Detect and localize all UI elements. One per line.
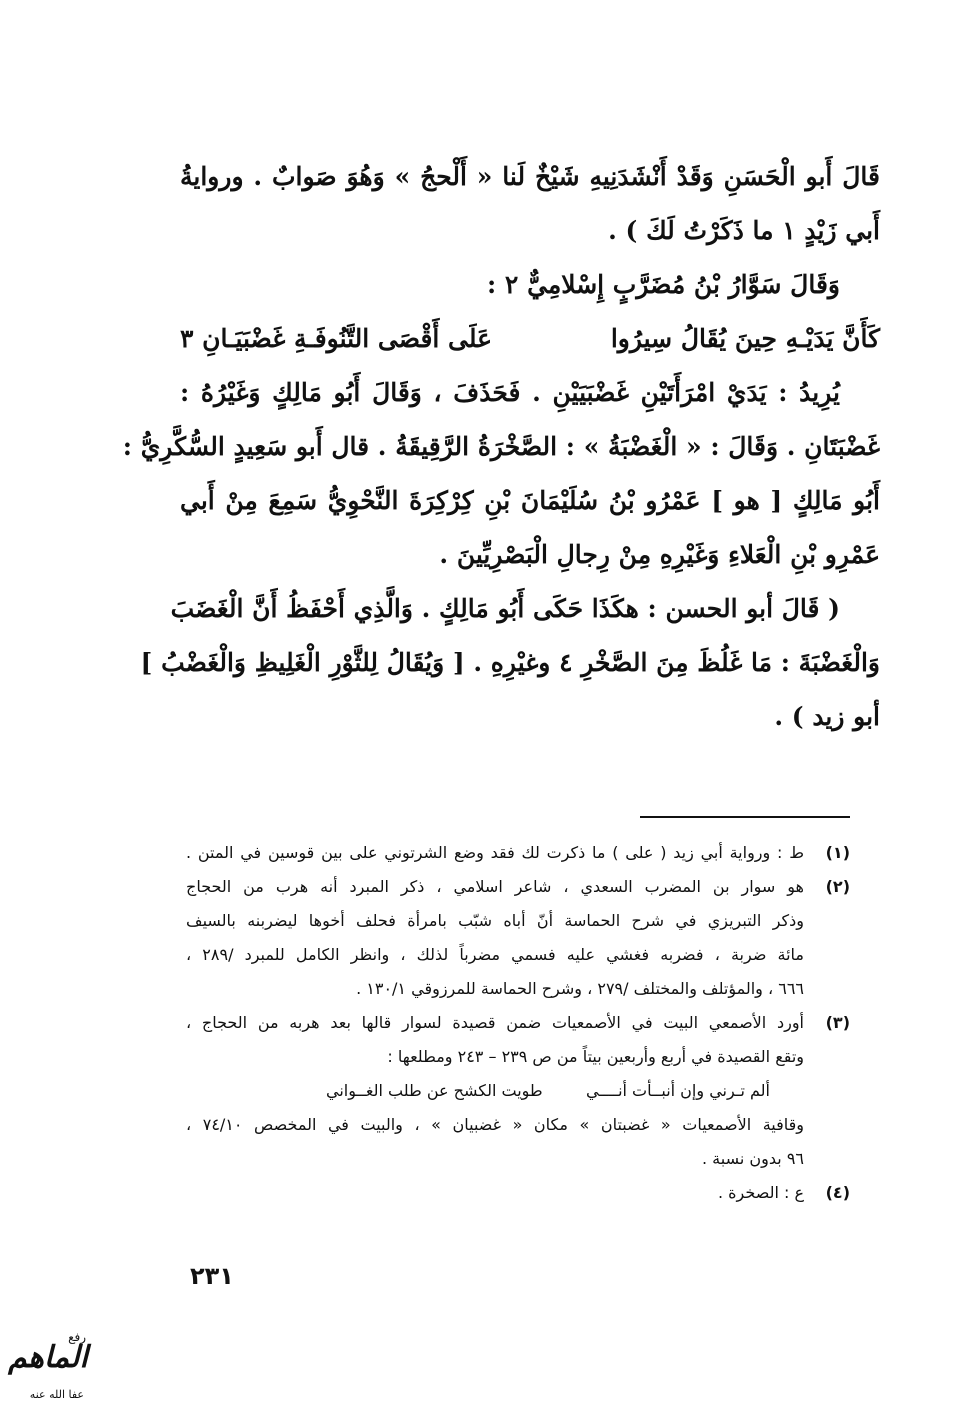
stamp-sub-text: عفا الله عنه [29,1388,84,1401]
text-line: وَالْغَضْبَةَ : مَا غَلُظَ مِنَ الصَّخْرِ ٤ وغيْرِهِ . [ وَيُقَالُ لِلثَّوْرِ الْغَلِيظِ وَالْغَضْبُ ] [140,648,880,677]
footnote-line: وتقع القصيدة في أربع وأربعين بيتاً من ص ٢٣٩ – ٢٤٣ ومطلعها : [387,1047,804,1066]
footnote-separator [640,816,850,818]
footnote-number: (١) [825,843,850,862]
footnote-line: ط : ورواية أبي زيد ( على ) ما ذكرت لك فقد وضع الشرتوني على بين قوسين في المتن . [186,843,804,862]
text-line: عَمْرِو بْنِ الْعَلاءِ وَغَيْرِهِ مِنْ رِجالِ الْبَصْرِيِّينَ . [439,540,880,569]
main-text [122,150,880,744]
footnote-2 [186,870,850,1006]
verse-second-half: عَلَى أَقْصَى التَّنُوفَـةِ غَضْبَيَـانِ ٣ [180,324,493,353]
text-line: وَقَالَ سَوَّارُ بْنُ مُضَرَّبٍ إِسْلامِيٌّ ٢ : [486,270,840,299]
footnote-line: ٩٦ بدون نسبة . [702,1149,804,1168]
text-line: ( قَالَ أبو الحسن : هكَذَا حَكَى أَبُو مَالِكٍ . وَالَّذِي أَحْفَظُ أَنَّ الْغَضَبَ [170,594,840,623]
footnote-verse [186,1074,804,1108]
verse-first-half: ألم تـرني وإن أنبــأت أنــــي [585,1081,770,1100]
footnote-line: هو سوار بن المضرب السعدي ، شاعر اسلامي ، ذكر المبرد أنه هرب من الحجاج [186,877,804,896]
footnotes [186,836,850,1210]
footnote-line: ٦٦٦ ، والمؤتلف والمختلف /٢٧٩ ، وشرح الحماسة للمرزوقي ١٣٠/١ . [356,979,804,998]
text-line: أبو زيد ) . [774,702,880,731]
text-line: قَالَ أَبو الْحَسَنِ وَقَدْ أَنْشَدَنِيهِ شَيْخٌ لَنا « أَلْحجُ » وَهُوَ صَوابٌ . وروايةُ [180,162,880,191]
footnote-line: أورد الأصمعي البيت في الأصمعيات ضمن قصيدة لسوار قالها بعد هربه من الحجاج ، [186,1013,804,1032]
footnote-line: ع : الصخرة . [717,1183,804,1202]
watermark-stamp [8,1330,88,1410]
footnote-line: وذكر التبريزي في شرح الحماسة أنّ أباه شبّب بامرأة فحلف أخوها ليضربنه بالسيف [186,911,804,930]
footnote-line: مائة ضربة ، فضربه فغشي عليه فسمي مضرباً لذلك ، وانظر الكامل للمبرد /٢٨٩ ، [186,945,805,964]
stamp-main-text: الماهم [8,1340,88,1375]
footnote-number: (٤) [825,1183,850,1202]
stamp-top-text: رفع [68,1330,86,1344]
footnote-number: (٢) [825,877,850,896]
verse-first-half: كَأَنَّ يَدَيْـهِ حِينَ يُقَالُ سِيرُوا [610,324,880,353]
footnote-line: وقافية الأصمعيات « غضبتان » مكان « غضبيان » ، والبيت في المخصص ٧٤/١٠ ، [186,1115,805,1134]
verse-second-half: طويت الكشح عن طلب الغــواني [326,1081,543,1100]
footnote-4 [186,1176,850,1210]
page-number: ٢٣١ [190,1262,234,1290]
footnote-number: (٣) [825,1013,850,1032]
text-line: أَبي زَيْدٍ ١ ما ذَكَرْتُ لَكَ ) . [608,216,880,245]
footnote-3 [186,1006,850,1176]
footnote-1 [186,836,850,870]
text-line: يُرِيدُ : يَدَيْ امْرَأَتَيْنِ غَضْبَيَيْنِ . فَحَذَفَ ، وَقَالَ أَبُو مَالِكٍ وَغَيْرُهُ : [180,378,840,407]
text-line: غَضْبَتَانِ . وَقَالَ : « الْغَضْبَةُ » : الصَّخْرَةُ الرَّقِيقَةُ . قال أَبو سَعِيدٍ السُّكَّرِيُّ : [122,432,880,461]
poem-verse [180,312,880,366]
text-line: أَبُو مَالِكٍ [ هو ] عَمْرُو بْنُ سُلَيْمَانَ بْنِ كِرْكِرَةَ النَّحْوِيُّ سَمِعَ مِنْ أَبي [180,486,880,515]
